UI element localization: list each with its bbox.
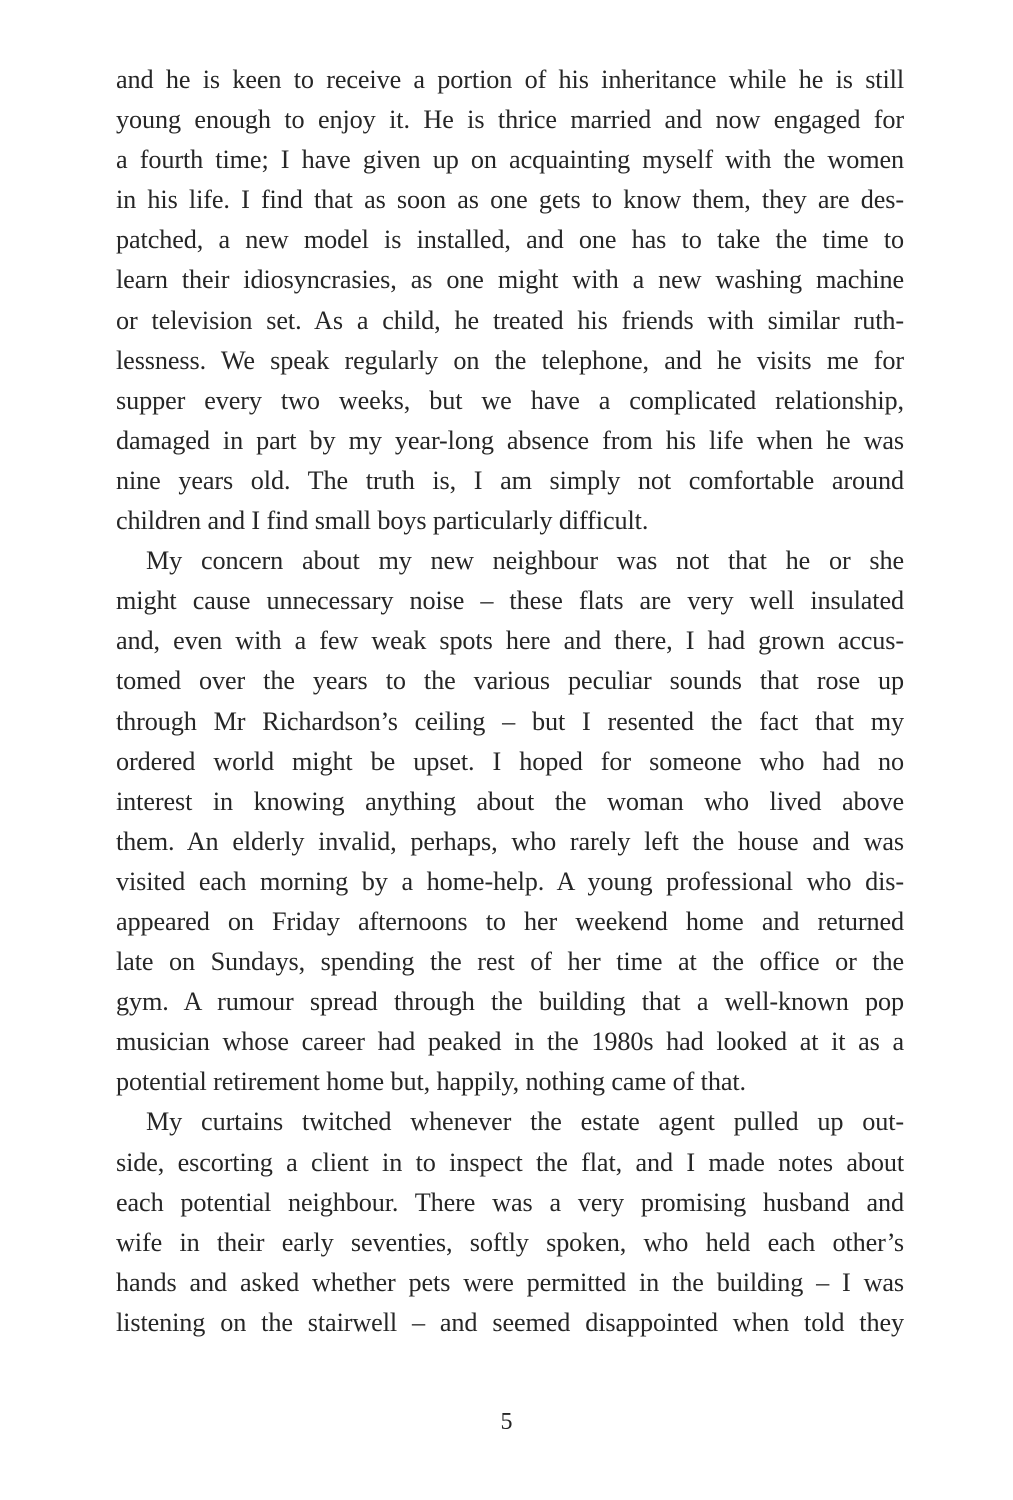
text-line: or television set. As a child, he treated his friends with similar ruth- [116, 305, 904, 335]
paragraph-1 [116, 60, 904, 541]
text-line: might cause unnecessary noise – these flats are very well insulated [116, 586, 904, 616]
text-line: and, even with a few weak spots here and there, I had grown accus- [116, 626, 904, 656]
text-line: children and I find small boys particularly difficult. [116, 506, 649, 536]
text-line: them. An elderly invalid, perhaps, who rarely left the house and was [116, 826, 904, 856]
page-number: 5 [500, 1409, 513, 1435]
text-line: in his life. I find that as soon as one gets to know them, they are des- [116, 185, 904, 215]
text-line: listening on the stairwell – and seemed disappointed when told they [116, 1307, 904, 1337]
paragraph-2 [116, 541, 904, 1102]
paragraph-3 [116, 1102, 904, 1343]
text-line: potential retirement home but, happily, nothing came of that. [116, 1067, 746, 1097]
text-line: supper every two weeks, but we have a complicated relationship, [116, 385, 904, 415]
text-line: young enough to enjoy it. He is thrice married and now engaged for [116, 105, 904, 135]
body-text [116, 60, 904, 1343]
text-line: hands and asked whether pets were permitted in the building – I was [116, 1267, 904, 1297]
text-line: learn their idiosyncrasies, as one might with a new washing machine [116, 265, 904, 295]
text-line: patched, a new model is installed, and one has to take the time to [116, 225, 904, 255]
text-line: late on Sundays, spending the rest of her time at the office or the [116, 947, 904, 977]
text-line: and he is keen to receive a portion of his inheritance while he is still [116, 65, 904, 94]
text-line: musician whose career had peaked in the 1980s had looked at it as a [116, 1027, 904, 1057]
text-line: side, escorting a client in to inspect the flat, and I made notes about [116, 1147, 904, 1177]
text-line: gym. A rumour spread through the building that a well-known pop [116, 987, 904, 1017]
text-line: through Mr Richardson’s ceiling – but I resented the fact that my [116, 706, 904, 736]
text-line: wife in their early seventies, softly spoken, who held each other’s [116, 1227, 904, 1257]
text-line: interest in knowing anything about the woman who lived above [116, 786, 904, 816]
text-line: My concern about my new neighbour was not that he or she [146, 546, 904, 576]
text-line: lessness. We speak regularly on the telephone, and he visits me for [116, 345, 904, 375]
text-line: tomed over the years to the various peculiar sounds that rose up [116, 666, 904, 696]
text-line: damaged in part by my year-long absence from his life when he was [116, 425, 904, 455]
text-line: each potential neighbour. There was a very promising husband and [116, 1187, 904, 1217]
text-line: nine years old. The truth is, I am simply not comfortable around [116, 465, 904, 495]
text-line: ordered world might be upset. I hoped for someone who had no [116, 746, 904, 776]
text-line: visited each morning by a home-help. A young professional who dis- [116, 866, 904, 896]
text-line: appeared on Friday afternoons to her weekend home and returned [116, 906, 904, 936]
text-line: My curtains twitched whenever the estate agent pulled up out- [146, 1107, 904, 1137]
text-line: a fourth time; I have given up on acquainting myself with the women [116, 145, 904, 175]
